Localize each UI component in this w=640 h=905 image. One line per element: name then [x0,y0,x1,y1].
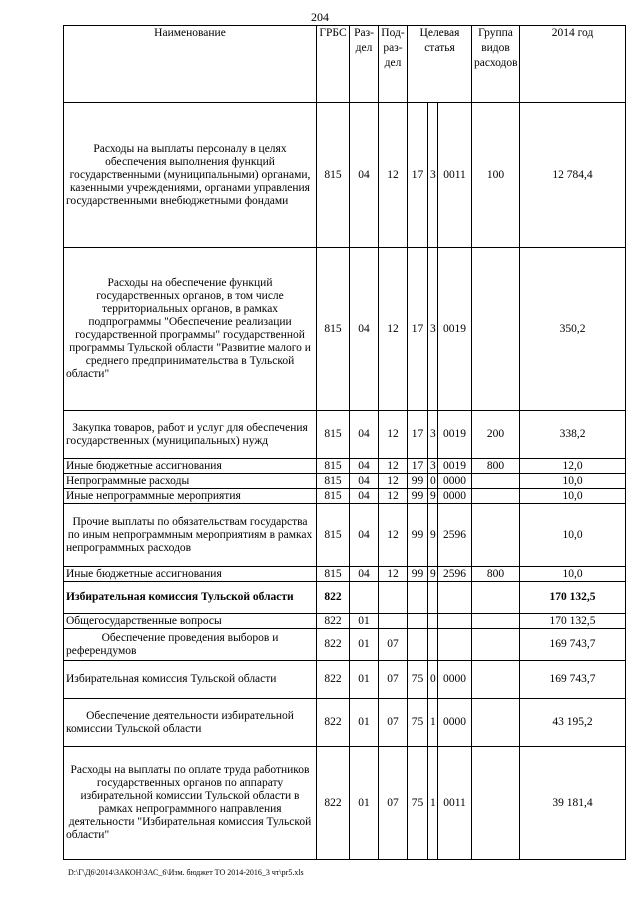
row-target-part2 [428,582,438,614]
row-razdel: 01 [350,614,379,629]
row-target-part3 [438,614,472,629]
table-row [64,489,626,504]
row-target-part3: 0000 [438,489,472,504]
row-target-part2: 3 [428,103,438,248]
row-target-part1 [408,582,428,614]
row-podrazdel: 12 [379,103,408,248]
row-razdel: 01 [350,747,379,860]
row-target-part3: 0011 [438,747,472,860]
row-target-part1: 17 [408,103,428,248]
row-target-part1: 17 [408,411,428,459]
row-target-part2: 9 [428,504,438,567]
row-grbs: 815 [317,474,350,489]
row-amount: 350,2 [520,248,626,411]
row-target-part2 [428,614,438,629]
header-podrazdel: Под-раз-дел [379,26,408,103]
table-row [64,474,626,489]
row-podrazdel: 12 [379,411,408,459]
footer-file-path: D:\Г\Д6\2014\ЗАКОН\ЗАС_6\Изм. бюджет ТО 2014-2016_3 чт\pr5.xls [68,868,304,877]
row-target-part2: 0 [428,661,438,699]
row-target-part2: 1 [428,699,438,747]
table-row [64,614,626,629]
table-row [64,411,626,459]
row-target-part2 [428,629,438,661]
row-target-part3: 0019 [438,248,472,411]
row-podrazdel [379,582,408,614]
row-expense-group [472,614,520,629]
header-year: 2014 год [520,26,626,103]
header-target-article: Целевая статья [408,26,472,103]
row-expense-group [472,699,520,747]
row-target-part2: 9 [428,567,438,582]
row-expense-group: 800 [472,567,520,582]
header-expense-group: Группа видов расходов [472,26,520,103]
row-podrazdel: 07 [379,629,408,661]
table-row [64,459,626,474]
row-target-part1 [408,614,428,629]
row-podrazdel: 07 [379,699,408,747]
row-target-part1: 17 [408,248,428,411]
page-number: 204 [311,10,329,24]
row-podrazdel: 12 [379,489,408,504]
row-expense-group [472,504,520,567]
table-row [64,699,626,747]
row-grbs: 815 [317,504,350,567]
row-razdel: 01 [350,699,379,747]
row-razdel: 01 [350,661,379,699]
row-expense-group [472,474,520,489]
row-razdel: 04 [350,474,379,489]
row-target-part1: 75 [408,699,428,747]
row-amount: 170 132,5 [520,614,626,629]
table-body [64,103,626,860]
row-target-part1: 99 [408,567,428,582]
row-podrazdel: 12 [379,474,408,489]
header-razdel: Раз-дел [350,26,379,103]
row-target-part2: 3 [428,248,438,411]
row-expense-group [472,747,520,860]
row-target-part3: 0019 [438,411,472,459]
row-expense-group [472,248,520,411]
row-target-part3: 0000 [438,661,472,699]
row-name: Избирательная комиссия Тульской области [64,661,317,699]
row-expense-group: 200 [472,411,520,459]
row-target-part3: 0019 [438,459,472,474]
header-grbs: ГРБС [317,26,350,103]
row-name: Расходы на выплаты по оплате труда работников государственных органов по аппарату избирательной комиссии Тульской области в рамках непрограммного направления деятельности "Избирательная комиссия Тульской области" [64,747,317,860]
row-razdel: 01 [350,629,379,661]
row-name: Расходы на выплаты персоналу в целях обеспечения выполнения функций государственными (муниципальными) органами, казенными учреждениями, органами управления государственными внебюджетными фондами [64,103,317,248]
row-podrazdel [379,614,408,629]
row-grbs: 822 [317,661,350,699]
row-target-part1 [408,629,428,661]
row-razdel: 04 [350,489,379,504]
row-expense-group [472,629,520,661]
table-row [64,504,626,567]
row-target-part3 [438,582,472,614]
row-razdel: 04 [350,459,379,474]
row-name: Прочие выплаты по обязательствам государства по иным непрограммным мероприятиям в рамках непрограммных расходов [64,504,317,567]
row-podrazdel: 07 [379,661,408,699]
row-expense-group [472,582,520,614]
table-row [64,661,626,699]
row-amount: 12 784,4 [520,103,626,248]
table-row [64,747,626,860]
table-row [64,629,626,661]
row-grbs: 815 [317,459,350,474]
row-target-part3: 2596 [438,504,472,567]
row-amount: 39 181,4 [520,747,626,860]
row-podrazdel: 12 [379,248,408,411]
row-razdel: 04 [350,248,379,411]
row-target-part1: 99 [408,474,428,489]
row-target-part1: 75 [408,661,428,699]
row-target-part1: 75 [408,747,428,860]
budget-table [63,25,626,860]
row-grbs: 815 [317,103,350,248]
row-grbs: 815 [317,248,350,411]
row-grbs: 815 [317,489,350,504]
row-podrazdel: 07 [379,747,408,860]
row-amount: 338,2 [520,411,626,459]
row-amount: 10,0 [520,474,626,489]
row-target-part3: 0000 [438,699,472,747]
row-grbs: 815 [317,567,350,582]
row-amount: 43 195,2 [520,699,626,747]
row-target-part1: 99 [408,489,428,504]
row-amount: 10,0 [520,504,626,567]
row-amount: 170 132,5 [520,582,626,614]
row-razdel: 04 [350,567,379,582]
table-row [64,567,626,582]
row-name: Закупка товаров, работ и услуг для обеспечения государственных (муниципальных) нужд [64,411,317,459]
row-grbs: 822 [317,629,350,661]
row-name: Иные бюджетные ассигнования [64,459,317,474]
row-target-part2: 3 [428,459,438,474]
row-name: Иные бюджетные ассигнования [64,567,317,582]
header-name: Наименование [64,26,317,103]
row-name: Расходы на обеспечение функций государственных органов, в том числе территориальных органов, в рамках подпрограммы "Обеспечение реализации государственной программы" государственной программы Тульской области "Развитие малого и среднего предпринимательства в Тульской области" [64,248,317,411]
table-row [64,103,626,248]
row-target-part3: 2596 [438,567,472,582]
row-name: Непрограммные расходы [64,474,317,489]
row-podrazdel: 12 [379,459,408,474]
row-amount: 10,0 [520,567,626,582]
row-razdel: 04 [350,411,379,459]
row-target-part2: 1 [428,747,438,860]
row-podrazdel: 12 [379,504,408,567]
row-podrazdel: 12 [379,567,408,582]
row-amount: 169 743,7 [520,629,626,661]
row-target-part3: 0000 [438,474,472,489]
row-target-part2: 9 [428,489,438,504]
row-grbs: 815 [317,411,350,459]
row-name: Общегосударственные вопросы [64,614,317,629]
row-amount: 169 743,7 [520,661,626,699]
row-target-part1: 99 [408,504,428,567]
row-expense-group: 100 [472,103,520,248]
row-target-part3 [438,629,472,661]
table-row [64,248,626,411]
row-grbs: 822 [317,614,350,629]
row-target-part2: 3 [428,411,438,459]
row-grbs: 822 [317,699,350,747]
row-amount: 12,0 [520,459,626,474]
row-name: Обеспечение проведения выборов и референдумов [64,629,317,661]
row-razdel [350,582,379,614]
row-expense-group [472,489,520,504]
row-amount: 10,0 [520,489,626,504]
row-grbs: 822 [317,747,350,860]
row-razdel: 04 [350,103,379,248]
row-name: Обеспечение деятельности избирательной комиссии Тульской области [64,699,317,747]
table-row [64,582,626,614]
row-expense-group [472,661,520,699]
row-grbs: 822 [317,582,350,614]
row-expense-group: 800 [472,459,520,474]
row-name: Иные непрограммные мероприятия [64,489,317,504]
row-razdel: 04 [350,504,379,567]
row-target-part3: 0011 [438,103,472,248]
row-target-part2: 0 [428,474,438,489]
row-name: Избирательная комиссия Тульской области [64,582,317,614]
row-target-part1: 17 [408,459,428,474]
table-header-row [64,26,626,103]
